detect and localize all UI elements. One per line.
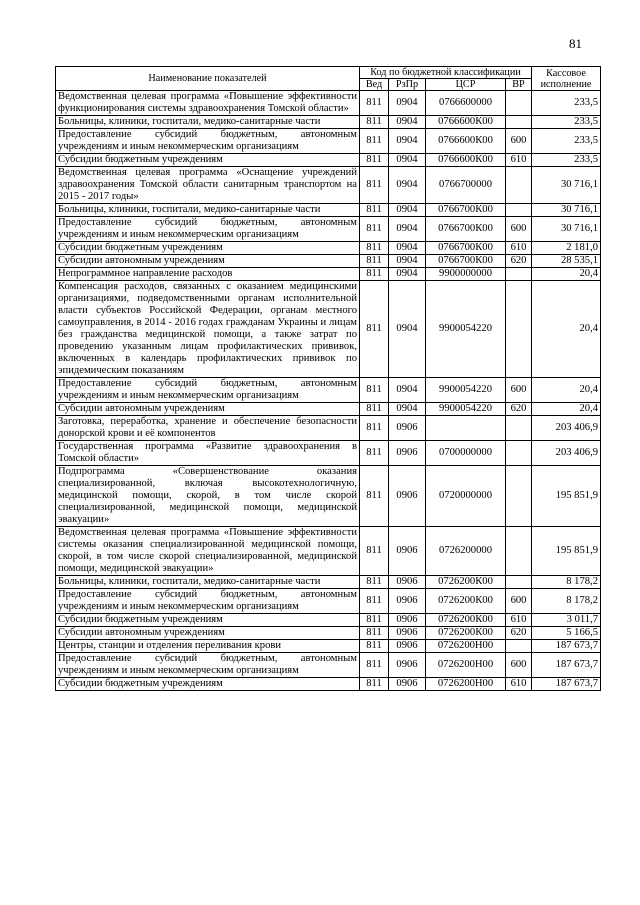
row-amount-cell: 28 535,1 (532, 255, 601, 268)
table-row (56, 129, 601, 154)
row-rzpr-cell: 0904 (389, 154, 426, 167)
row-name-cell: Предоставление субсидий бюджетным, автономным учреждениям и иным некоммерческим организациям (56, 589, 360, 614)
table-row (56, 466, 601, 527)
row-amount-cell: 20,4 (532, 403, 601, 416)
row-csr-cell: 0726200Н00 (426, 640, 506, 653)
row-vr-cell: 610 (506, 242, 532, 255)
row-amount-cell: 195 851,9 (532, 527, 601, 576)
row-ved-cell: 811 (360, 589, 389, 614)
row-ved-cell: 811 (360, 640, 389, 653)
row-vr-cell (506, 167, 532, 204)
row-vr-cell: 600 (506, 653, 532, 678)
row-rzpr-cell: 0906 (389, 614, 426, 627)
row-name-cell: Больницы, клиники, госпитали, медико-санитарные части (56, 116, 360, 129)
table-row (56, 678, 601, 691)
row-rzpr-cell: 0904 (389, 403, 426, 416)
row-ved-cell: 811 (360, 416, 389, 441)
row-ved-cell: 811 (360, 378, 389, 403)
table-row (56, 640, 601, 653)
row-csr-cell: 0766700К00 (426, 255, 506, 268)
header-amount: Кассовое исполнение (532, 67, 601, 91)
row-vr-cell: 600 (506, 589, 532, 614)
row-csr-cell: 0766700К00 (426, 217, 506, 242)
row-amount-cell: 8 178,2 (532, 576, 601, 589)
row-vr-cell (506, 576, 532, 589)
row-vr-cell: 610 (506, 154, 532, 167)
table-row (56, 653, 601, 678)
header-vr: ВР (506, 79, 532, 91)
row-vr-cell: 620 (506, 627, 532, 640)
row-vr-cell: 620 (506, 403, 532, 416)
row-rzpr-cell: 0904 (389, 129, 426, 154)
row-vr-cell: 600 (506, 217, 532, 242)
row-vr-cell (506, 640, 532, 653)
header-code-group: Код по бюджетной классификации (360, 67, 532, 79)
row-vr-cell (506, 268, 532, 281)
table-row (56, 614, 601, 627)
row-amount-cell: 233,5 (532, 91, 601, 116)
row-amount-cell: 20,4 (532, 281, 601, 378)
row-vr-cell: 620 (506, 255, 532, 268)
table-row (56, 627, 601, 640)
row-name-cell: Предоставление субсидий бюджетным, автономным учреждениям и иным некоммерческим организациям (56, 129, 360, 154)
row-csr-cell: 0726200000 (426, 527, 506, 576)
row-csr-cell: 0766600000 (426, 91, 506, 116)
row-name-cell: Больницы, клиники, госпитали, медико-санитарные части (56, 576, 360, 589)
table-row (56, 268, 601, 281)
row-rzpr-cell: 0906 (389, 589, 426, 614)
table-row (56, 154, 601, 167)
table-row (56, 167, 601, 204)
table-row (56, 527, 601, 576)
row-name-cell: Компенсация расходов, связанных с оказанием медицинскими организациями, подведомственными органам исполнительной власти субъектов Российской Федерации, органам местного самоуправления, в 2014 - 2016 годах гражданам Украины и лицам без гражданства медицинской помощи, а также затрат по проведению указанным лицам профилактических прививок, включенных в календарь профилактических прививок по эпидемическим показаниям (56, 281, 360, 378)
row-rzpr-cell: 0906 (389, 466, 426, 527)
row-name-cell: Предоставление субсидий бюджетным, автономным учреждениям и иным некоммерческим организациям (56, 217, 360, 242)
table-row (56, 281, 601, 378)
header-rzpr: РзПр (389, 79, 426, 91)
row-csr-cell: 0766600К00 (426, 116, 506, 129)
row-name-cell: Субсидии бюджетным учреждениям (56, 242, 360, 255)
row-csr-cell: 0720000000 (426, 466, 506, 527)
row-amount-cell: 195 851,9 (532, 466, 601, 527)
row-amount-cell: 203 406,9 (532, 416, 601, 441)
row-name-cell: Центры, станции и отделения переливания крови (56, 640, 360, 653)
row-csr-cell: 0766700К00 (426, 204, 506, 217)
row-ved-cell: 811 (360, 129, 389, 154)
row-name-cell: Субсидии бюджетным учреждениям (56, 154, 360, 167)
row-ved-cell: 811 (360, 403, 389, 416)
budget-execution-table (55, 66, 601, 691)
table-row (56, 255, 601, 268)
row-ved-cell: 811 (360, 281, 389, 378)
row-ved-cell: 811 (360, 204, 389, 217)
row-amount-cell: 187 673,7 (532, 640, 601, 653)
row-rzpr-cell: 0904 (389, 204, 426, 217)
row-name-cell: Государственная программа «Развитие здравоохранения в Томской области» (56, 441, 360, 466)
row-rzpr-cell: 0904 (389, 116, 426, 129)
row-ved-cell: 811 (360, 441, 389, 466)
row-ved-cell: 811 (360, 678, 389, 691)
row-amount-cell: 30 716,1 (532, 204, 601, 217)
row-vr-cell (506, 416, 532, 441)
row-name-cell: Подпрограмма «Совершенствование оказания специализированной, включая высокотехнологичную, медицинской помощи, скорой, в том числе скорой специализированной, медицинской помощи, медицинской эвакуации» (56, 466, 360, 527)
row-rzpr-cell: 0904 (389, 167, 426, 204)
row-vr-cell: 610 (506, 614, 532, 627)
row-csr-cell: 0766700000 (426, 167, 506, 204)
row-rzpr-cell: 0906 (389, 527, 426, 576)
row-csr-cell: 0726200К00 (426, 627, 506, 640)
row-csr-cell: 9900054220 (426, 378, 506, 403)
row-rzpr-cell: 0906 (389, 416, 426, 441)
table-row (56, 441, 601, 466)
row-amount-cell: 233,5 (532, 116, 601, 129)
row-name-cell: Ведомственная целевая программа «Оснащение учреждений здравоохранения Томской области санитарным транспортом на 2015 - 2017 годы» (56, 167, 360, 204)
row-csr-cell: 0726200Н00 (426, 653, 506, 678)
row-amount-cell: 5 166,5 (532, 627, 601, 640)
row-rzpr-cell: 0906 (389, 653, 426, 678)
row-ved-cell: 811 (360, 466, 389, 527)
row-name-cell: Ведомственная целевая программа «Повышение эффективности системы оказания специализированной медицинской помощи, скорой, в том числе скорой специализированной, медицинской помощи, медицинской эвакуации» (56, 527, 360, 576)
row-vr-cell (506, 204, 532, 217)
row-csr-cell: 0766600К00 (426, 154, 506, 167)
row-name-cell: Ведомственная целевая программа «Повышение эффективности функционирования системы здравоохранения Томской области» (56, 91, 360, 116)
row-csr-cell: 0726200К00 (426, 589, 506, 614)
row-csr-cell: 9900054220 (426, 281, 506, 378)
row-rzpr-cell: 0906 (389, 576, 426, 589)
row-ved-cell: 811 (360, 116, 389, 129)
row-csr-cell: 0726200Н00 (426, 678, 506, 691)
table-row (56, 589, 601, 614)
table-row (56, 91, 601, 116)
row-rzpr-cell: 0906 (389, 640, 426, 653)
row-vr-cell (506, 441, 532, 466)
row-ved-cell: 811 (360, 255, 389, 268)
page-number: 81 (569, 36, 582, 51)
row-name-cell: Непрограммное направление расходов (56, 268, 360, 281)
row-rzpr-cell: 0904 (389, 268, 426, 281)
row-vr-cell (506, 466, 532, 527)
row-amount-cell: 3 011,7 (532, 614, 601, 627)
row-amount-cell: 2 181,0 (532, 242, 601, 255)
row-name-cell: Субсидии автономным учреждениям (56, 627, 360, 640)
table-body (56, 91, 601, 691)
row-vr-cell (506, 116, 532, 129)
row-name-cell: Субсидии бюджетным учреждениям (56, 614, 360, 627)
header-ved: Вед (360, 79, 389, 91)
row-vr-cell: 600 (506, 378, 532, 403)
row-name-cell: Предоставление субсидий бюджетным, автономным учреждениям и иным некоммерческим организациям (56, 378, 360, 403)
row-rzpr-cell: 0904 (389, 281, 426, 378)
row-name-cell: Субсидии автономным учреждениям (56, 255, 360, 268)
row-ved-cell: 811 (360, 627, 389, 640)
table-row (56, 217, 601, 242)
row-csr-cell: 9900000000 (426, 268, 506, 281)
row-rzpr-cell: 0906 (389, 627, 426, 640)
row-ved-cell: 811 (360, 576, 389, 589)
row-vr-cell (506, 91, 532, 116)
row-amount-cell: 187 673,7 (532, 653, 601, 678)
row-ved-cell: 811 (360, 91, 389, 116)
row-rzpr-cell: 0904 (389, 242, 426, 255)
row-amount-cell: 233,5 (532, 129, 601, 154)
row-name-cell: Больницы, клиники, госпитали, медико-санитарные части (56, 204, 360, 217)
row-rzpr-cell: 0904 (389, 217, 426, 242)
row-rzpr-cell: 0904 (389, 255, 426, 268)
row-ved-cell: 811 (360, 527, 389, 576)
table-header-row (56, 67, 601, 79)
row-ved-cell: 811 (360, 653, 389, 678)
table-row (56, 242, 601, 255)
row-amount-cell: 30 716,1 (532, 167, 601, 204)
table-row (56, 403, 601, 416)
row-ved-cell: 811 (360, 167, 389, 204)
row-rzpr-cell: 0906 (389, 441, 426, 466)
table-row (56, 576, 601, 589)
row-ved-cell: 811 (360, 268, 389, 281)
row-amount-cell: 203 406,9 (532, 441, 601, 466)
header-csr: ЦСР (426, 79, 506, 91)
row-rzpr-cell: 0906 (389, 678, 426, 691)
table-row (56, 416, 601, 441)
row-csr-cell (426, 416, 506, 441)
row-ved-cell: 811 (360, 154, 389, 167)
row-csr-cell: 0766600К00 (426, 129, 506, 154)
row-amount-cell: 30 716,1 (532, 217, 601, 242)
header-name: Наименование показателей (56, 67, 360, 91)
row-csr-cell: 0726200К00 (426, 614, 506, 627)
row-name-cell: Заготовка, переработка, хранение и обеспечение безопасности донорской крови и её компонентов (56, 416, 360, 441)
row-amount-cell: 233,5 (532, 154, 601, 167)
row-amount-cell: 8 178,2 (532, 589, 601, 614)
row-amount-cell: 20,4 (532, 378, 601, 403)
row-vr-cell (506, 281, 532, 378)
row-amount-cell: 20,4 (532, 268, 601, 281)
table-row (56, 204, 601, 217)
table-row (56, 378, 601, 403)
row-csr-cell: 0766700К00 (426, 242, 506, 255)
row-csr-cell: 0700000000 (426, 441, 506, 466)
row-vr-cell: 610 (506, 678, 532, 691)
row-ved-cell: 811 (360, 217, 389, 242)
row-name-cell: Субсидии бюджетным учреждениям (56, 678, 360, 691)
row-vr-cell (506, 527, 532, 576)
row-csr-cell: 0726200К00 (426, 576, 506, 589)
row-csr-cell: 9900054220 (426, 403, 506, 416)
row-rzpr-cell: 0904 (389, 378, 426, 403)
table-row (56, 116, 601, 129)
row-rzpr-cell: 0904 (389, 91, 426, 116)
row-name-cell: Предоставление субсидий бюджетным, автономным учреждениям и иным некоммерческим организациям (56, 653, 360, 678)
row-amount-cell: 187 673,7 (532, 678, 601, 691)
row-name-cell: Субсидии автономным учреждениям (56, 403, 360, 416)
row-vr-cell: 600 (506, 129, 532, 154)
row-ved-cell: 811 (360, 614, 389, 627)
row-ved-cell: 811 (360, 242, 389, 255)
